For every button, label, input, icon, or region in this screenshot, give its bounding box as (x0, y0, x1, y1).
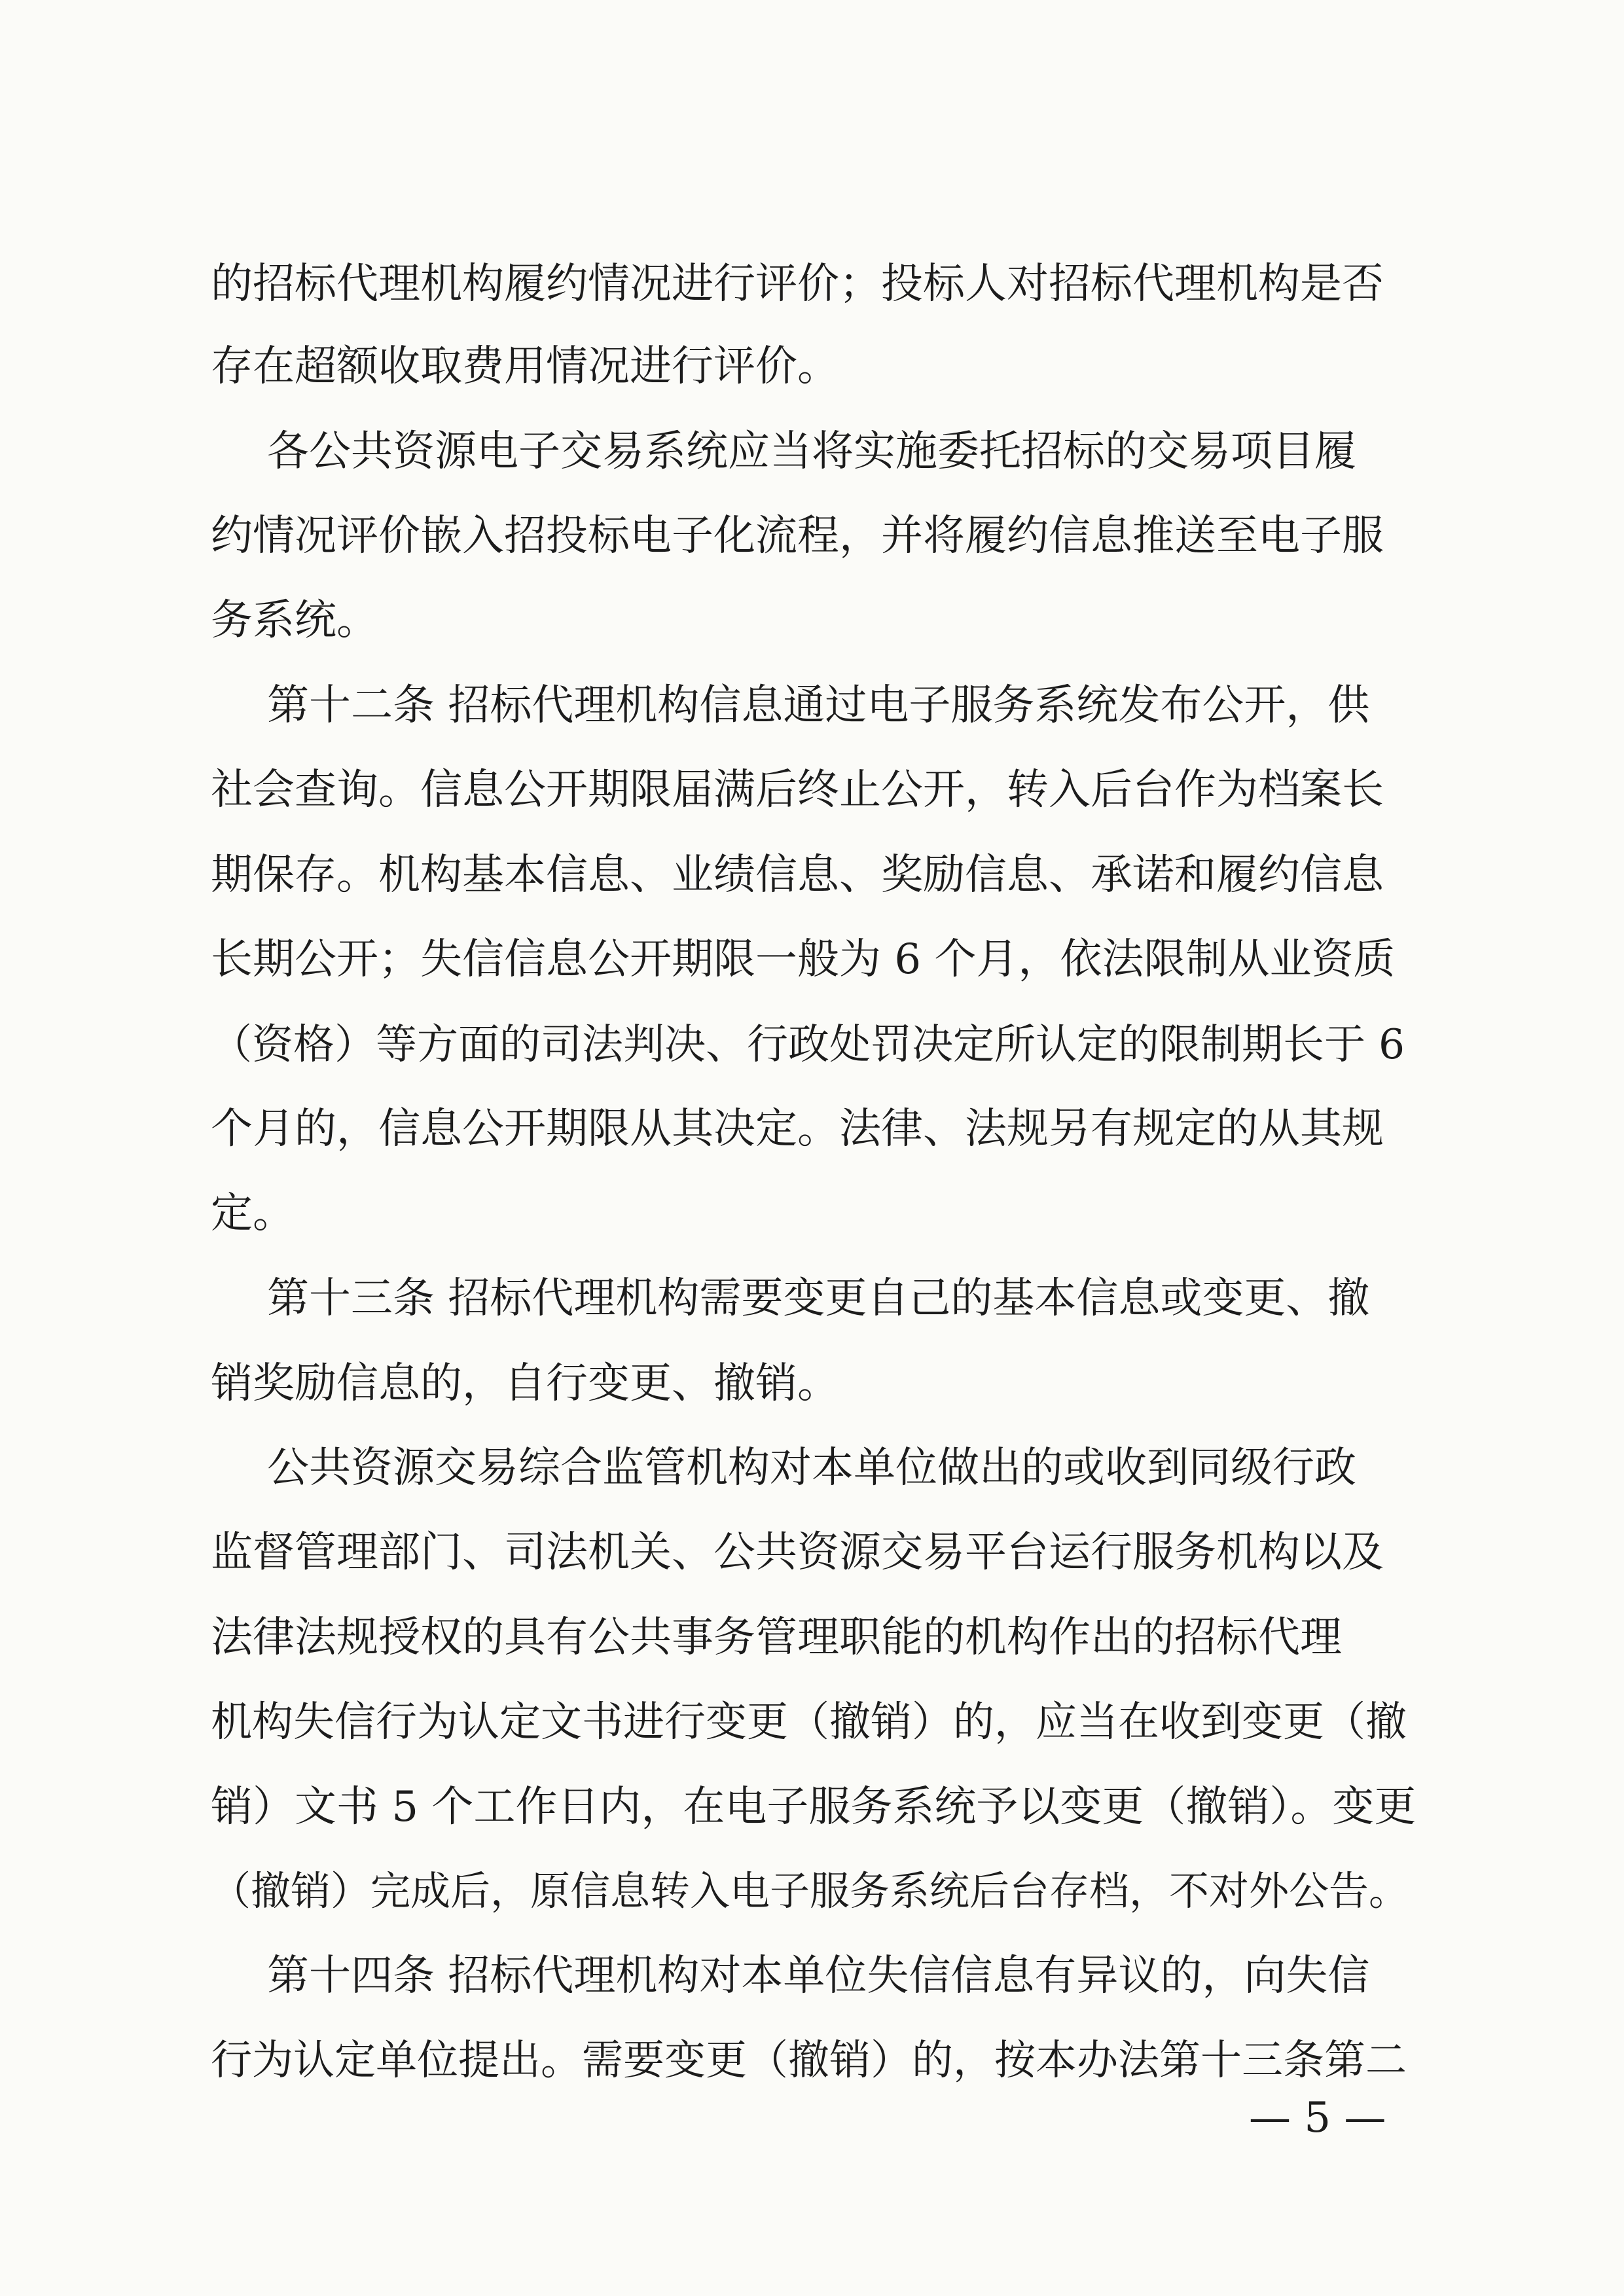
page-number: — 5 — (1249, 2094, 1386, 2142)
text-line: 期保存。机构基本信息、业绩信息、奖励信息、承诺和履约信息 (211, 851, 1384, 899)
text-line: 监督管理部门、司法机关、公共资源交易平台运行服务机构以及 (211, 1528, 1384, 1577)
text-line: 各公共资源电子交易系统应当将实施委托招标的交易项目履 (267, 427, 1356, 476)
text-line: 约情况评价嵌入招投标电子化流程，并将履约信息推送至电子服 (211, 512, 1384, 560)
text-line: 的招标代理机构履约情况进行评价；投标人对招标代理机构是否 (211, 260, 1384, 308)
text-line: 长期公开；失信信息公开期限一般为 6 个月，依法限制从业资质 (211, 935, 1396, 984)
text-line: 机构失信行为认定文书进行变更（撤销）的，应当在收到变更（撤 (211, 1698, 1407, 1746)
text-line: 第十三条 招标代理机构需要变更自己的基本信息或变更、撤 (267, 1274, 1370, 1323)
text-line: （资格）等方面的司法判决、行政处罚决定所认定的限制期长于 6 (211, 1020, 1405, 1068)
text-line: 法律法规授权的具有公共事务管理职能的机构作出的招标代理 (211, 1613, 1342, 1662)
text-line: 第十四条 招标代理机构对本单位失信信息有异议的，向失信 (267, 1952, 1370, 2000)
text-line: 社会查询。信息公开期限届满后终止公开，转入后台作为档案长 (211, 766, 1384, 814)
text-line: 公共资源交易综合监管机构对本单位做出的或收到同级行政 (267, 1444, 1356, 1492)
text-line: 个月的，信息公开期限从其决定。法律、法规另有规定的从其规 (211, 1105, 1384, 1153)
text-line: 务系统。 (211, 596, 378, 645)
text-line: 行为认定单位提出。需要变更（撤销）的，按本办法第十三条第二 (211, 2036, 1407, 2084)
text-line: 存在超额收取费用情况进行评价。 (211, 342, 839, 391)
text-line: （撤销）完成后，原信息转入电子服务系统后台存档，不对外公告。 (211, 1868, 1409, 1914)
text-line: 定。 (211, 1189, 295, 1238)
text-line: 销）文书 5 个工作日内，在电子服务系统予以变更（撤销）。变更 (211, 1783, 1416, 1831)
text-line: 第十二条 招标代理机构信息通过电子服务系统发布公开，供 (267, 681, 1370, 730)
text-line: 销奖励信息的，自行变更、撤销。 (211, 1359, 839, 1408)
